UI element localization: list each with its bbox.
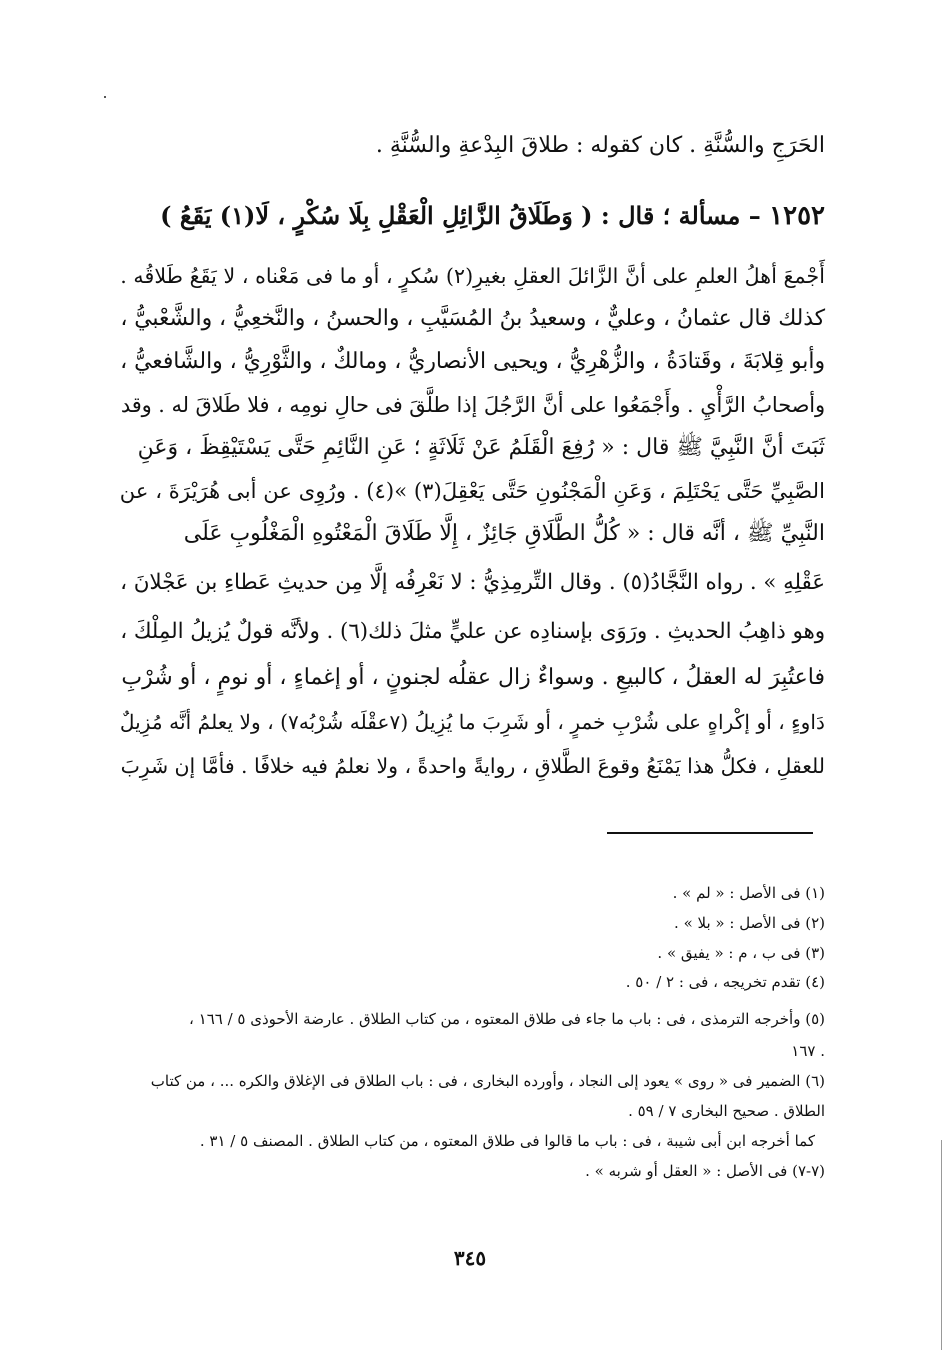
body-line: كذلك قال عثمانُ ، وعليٌّ ، وسعيدُ بنُ المُسَيَّبِ ، والحسنُ ، والنَّخعِيُّ ، والشَّعْبيُّ ، <box>120 306 825 331</box>
section-heading <box>160 196 825 236</box>
body-line: وأبو قِلابَةَ ، وقَتادَةُ ، والزُّهْرِيُّ ، ويحيى الأنصاريُّ ، ومالكٌ ، والثَّوْرِيُّ ، والشَّافعيُّ ، <box>120 349 825 374</box>
body-line: الصَّبِيِّ حَتَّى يَحْتَلِمَ ، وَعَنِ الْمَجْنُونِ حَتَّى يَعْقِلَ(٣) »(٤) . ورُوِى عن أبى هُرَيْرَةَ ، عن <box>119 478 825 503</box>
body-line: دَاوءٍ ، أو إكْراهٍ على شُرْبِ خمرٍ ، أو شَرِبَ ما يُزِيلُ (٧عقْلَه شُرْبُه٧) ، ولا يعلمُ أنَّه مُزِيلٌ <box>119 710 825 734</box>
body-line: فاعتُبِرَ له العقلُ ، كالبيعِ . وسواءٌ زال عقلُه لجنونٍ ، أو إغماءٍ ، أو نومٍ ، أو شُرْبِ <box>121 665 825 690</box>
page-number: ٣٤٥ <box>453 1246 487 1270</box>
body-line: أَجْمعَ أهلُ العلمِ على أنَّ الزَّائلَ العقلِ بغيرِ(٢) سُكرٍ ، أو ما فى مَعْناه ، لا يَقَعُ طَلاقُه . <box>120 264 825 288</box>
footnote-separator <box>607 832 813 834</box>
footnote: (٣) فى ب ، م : « يفيق » . <box>657 944 825 962</box>
body-line: النَّبِيِّ ﷺ ، أنَّه قال : « كُلُّ الطَّلَاقِ جَائِزٌ ، إِلَّا طَلَاقَ الْمَعْتُوهِ الْمَغْلُوبِ عَلَى <box>183 521 825 546</box>
footnote: (٤) تقدم تخريجه ، فى : ٢ / ٥٠ . <box>625 973 825 991</box>
footnote: (٥) وأخرجه الترمذى ، فى : باب ما جاء فى طلاق المعتوه ، من كتاب الطلاق . عارضة الأحوذى ٥ / ١٦٦ ، <box>189 1010 825 1028</box>
footnote: . ١٦٧ <box>791 1042 825 1060</box>
footnote: (١) فى الأصل : « لم » . <box>672 884 825 902</box>
scan-speck <box>104 96 106 98</box>
footnote: كما أخرجه ابن أبى شيبة ، فى : باب ما قالوا فى طلاق المعتوه ، من كتاب الطلاق . المصنف ٥ / ٣١ . <box>199 1132 815 1150</box>
footnote: (٧-٧) فى الأصل : « العقل أو شربه » . <box>585 1162 825 1180</box>
body-line: ثَبَتَ أنَّ النَّبِيَّ ﷺ قال : « رُفِعَ الْقَلَمُ عَنْ ثَلَاثَةٍ ؛ عَنِ النَّائِمِ حَتَّى يَسْتَيْقِظَ ، وَعَنِ <box>137 435 825 460</box>
footnote: (٦) الضمير فى « روى » يعود إلى النجاد ، وأورده البخارى ، فى : باب الطلاق فى الإغلاق والكره ... ، من كتاب <box>150 1072 825 1090</box>
body-line: للعقلِ ، فكلُّ هذا يَمْنَعُ وقوعَ الطَّلاقِ ، روايةً واحدةً ، ولا نعلمُ فيه خلافًا . فأمَّا إن شَرِبَ <box>120 754 825 778</box>
scan-edge-line <box>941 1140 942 1350</box>
issue-number: ١٢٥٢ <box>769 201 825 231</box>
body-line: عَقْلِهِ » . رواه النَّجَّادُ(٥) . وقال التِّرمِذِيُّ : لا نَعْرِفُه إلَّا مِن حديثِ عَطاءِ بن عَجْلانَ ، <box>120 570 825 595</box>
heading-text: – مسألة ؛ قال : ( وَطَلَاقُ الزَّائِلِ الْعَقْلِ بِلَا سُكْرٍ ، لَا(١) يَقَعُ ) <box>160 201 761 230</box>
footnote: (٢) فى الأصل : « بلا » . <box>674 914 825 932</box>
continued-line: الحَرَجِ والسُّنَّةِ . كان كقوله : طلاقَ البِدْعةِ والسُّنَّةِ . <box>375 133 825 158</box>
body-line: وهو ذاهِبُ الحديثِ . ورَوَى بإسنادِه عن عليٍّ مثلَ ذلك(٦) . ولأنَّه قولٌ يُزيلُ المِلْكَ ، <box>120 619 825 644</box>
body-line: وأصحابُ الرَّأْيِ . وأَجْمَعُوا على أنَّ الرَّجُلَ إذا طلَّقَ فى حالِ نومِه ، فلا طَلاقَ له . وقد <box>120 393 825 417</box>
footnote: الطلاق . صحيح البخارى ٧ / ٥٩ . <box>628 1102 825 1120</box>
